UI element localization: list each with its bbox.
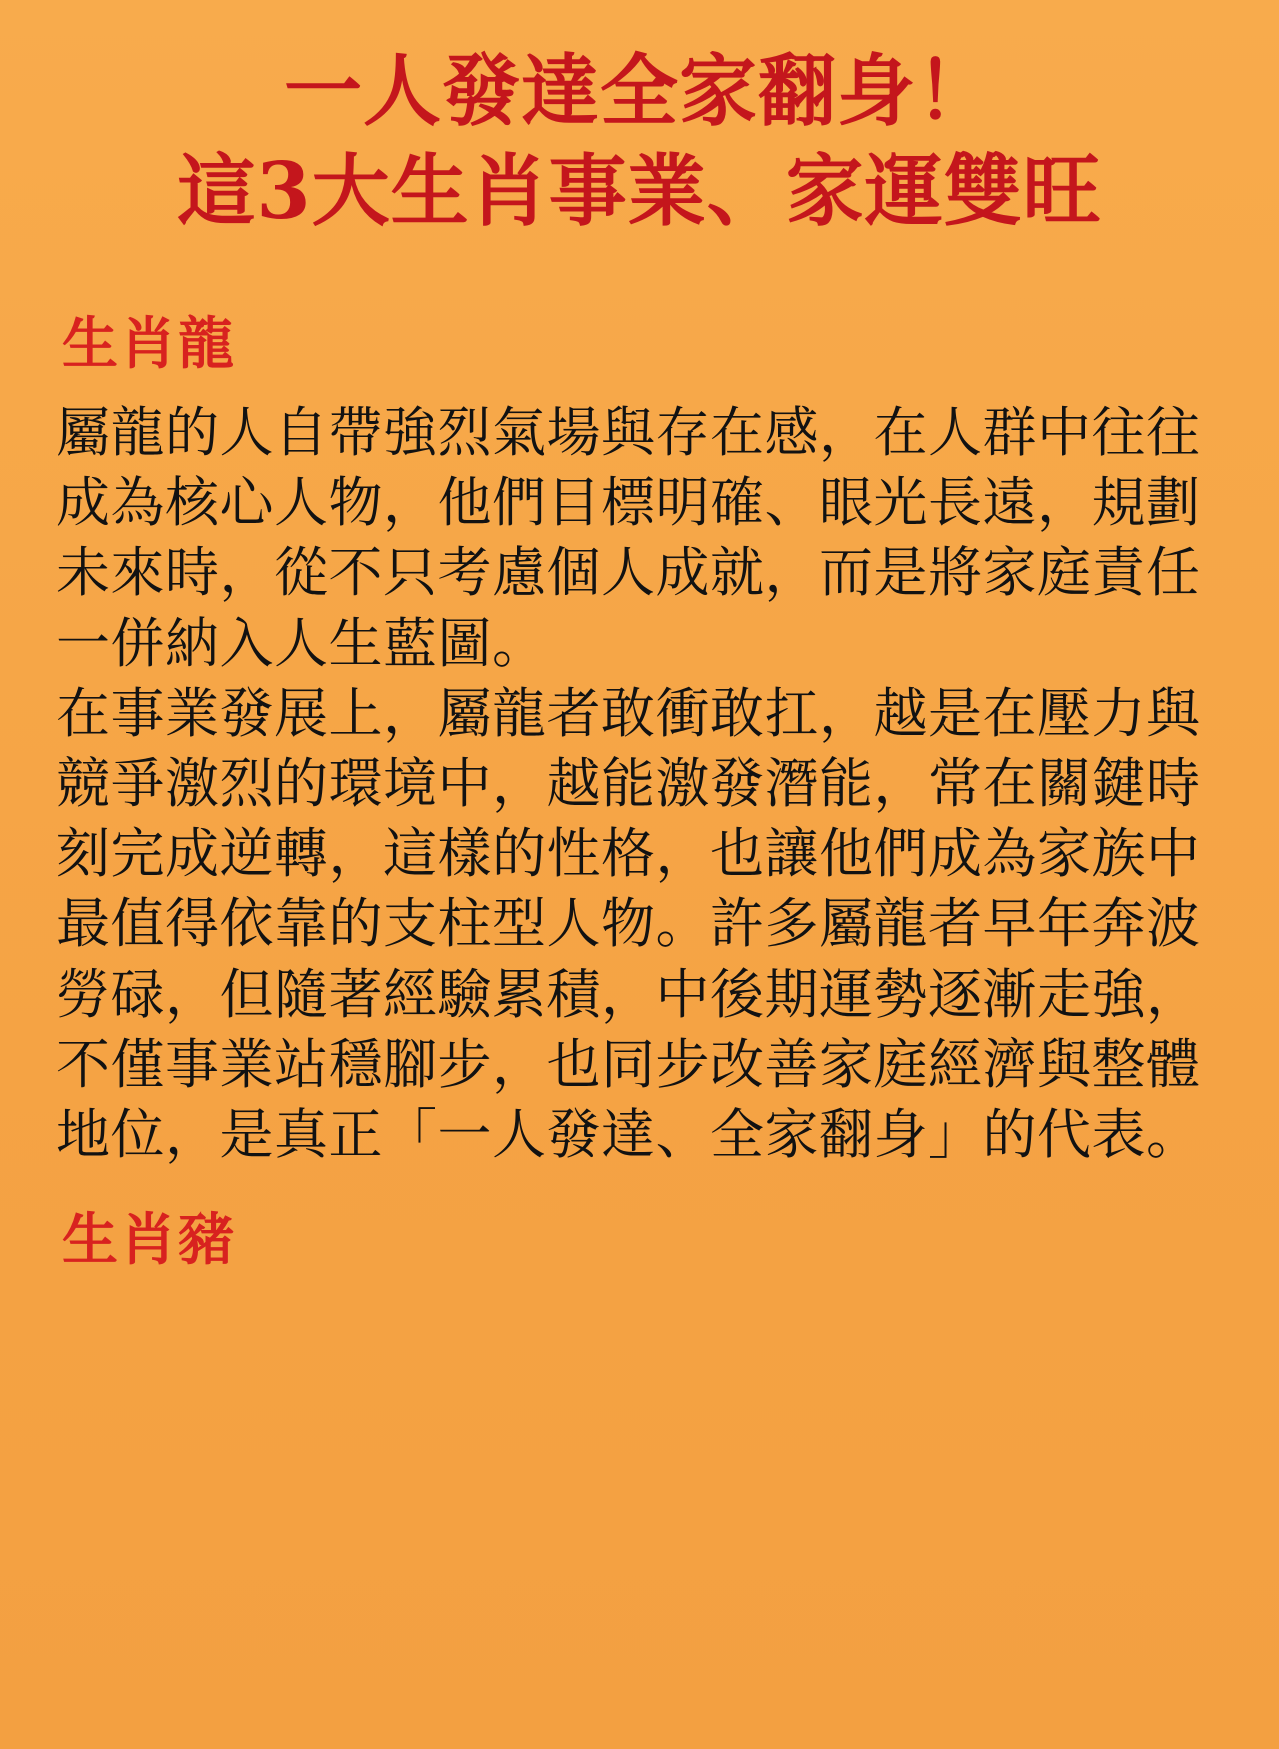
paragraph: 在事業發展上，屬龍者敢衝敢扛，越是在壓力與競爭激烈的環境中，越能激發潛能，常在關鍵時刻完成逆轉，這樣的性格，也讓他們成為家族中最值得依靠的支柱型人物。許多屬龍者早年奔波勞碌，但隨著經驗累積，中後期運勢逐漸走強，不僅事業站穩腳步，也同步改善家庭經濟與整體地位，是真正「一人發達、全家翻身」的代表。 (56, 681, 1201, 1166)
section-heading-next-partial: 生肖豬 (62, 1207, 236, 1274)
headline-line-2: 這3大生肖事業、家運雙旺 (177, 146, 1102, 238)
headline-line-1: 一人發達全家翻身！ (283, 46, 995, 137)
paragraph: 屬龍的人自帶強烈氣場與存在感，在人群中往往成為核心人物，他們目標明確、眼光長遠，規劃未來時，從不只考慮個人成就，而是將家庭責任一併納入人生藍圖。 (56, 401, 1201, 675)
section-body-dragon (52, 398, 1227, 1170)
article-headline (52, 46, 1227, 238)
section-heading-dragon: 生肖龍 (62, 311, 236, 378)
